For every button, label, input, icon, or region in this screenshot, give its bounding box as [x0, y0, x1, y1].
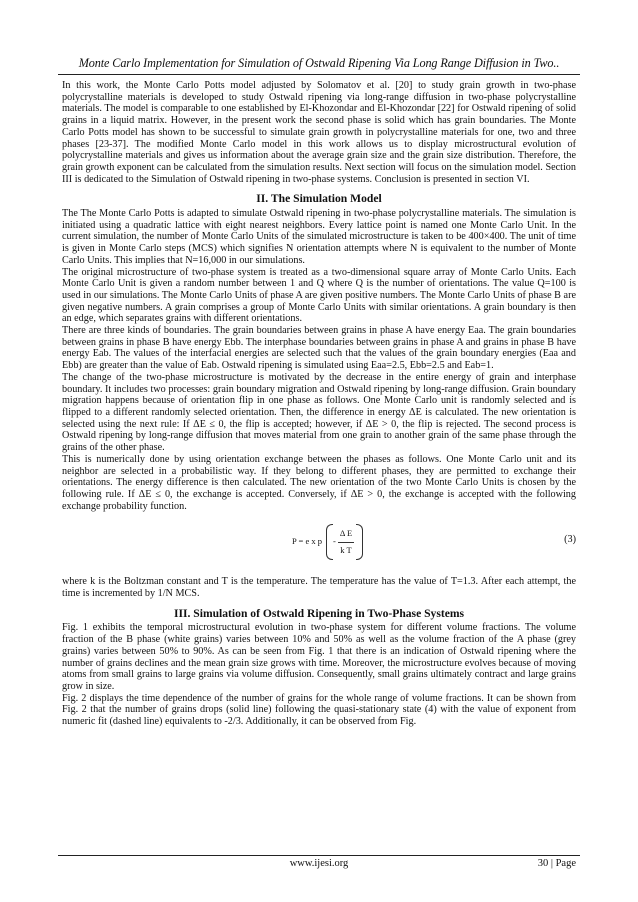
paragraph: The change of the two-phase microstructure is motivated by the decrease in the entire energy of grain and interphase boundary. It includes two processes: grain boundary migration and Ostwald ripening by long-range diffusion. Grain boundary migration happens because of orientation flip in one phase as follows. One Monte Carlo unit is randomly selected and is flipped to a different randomly selected orientation. Then, the difference in energy ΔE is calculated. The new orientation is selected using the next rule: If ΔE ≤ 0, the flip is accepted; however, if ΔE > 0, the flip is rejected. The second process is Ostwald ripening by long-range diffusion that moves material from one grain to another grain of the same phase through the grains of the other phase. [62, 371, 576, 454]
intro-paragraph: In this work, the Monte Carlo Potts model adjusted by Solomatov et al. [20] to study grain growth in two-phase polycrystalline materials is developed to study Ostwald ripening via long-range diffusion in two-phase polycrystalline materials. The model is comparable to one established by El-Khozondar and El-Khozondar [22] for Ostwald ripening of solid grains in a liquid matrix. However, in the present work the second phase is solid which has grain boundaries. The Monte Carlo Potts model has shown to be successful to simulate grain growth in polycrystalline materials for one, two and three phases [23-37]. The modified Monte Carlo model in this work allows us to display microstructural evolution of polycrystalline materials and gives us information about the average grain size and the grain size distribution. Therefore, the grain growth exponent can be calculated from the simulation results. Next section will focus on the simulation model. Section III is dedicated to the Simulation of Ostwald ripening in two-phase systems. Conclusion is presented in section VI. [62, 80, 576, 185]
equation-denominator: k T [340, 544, 352, 555]
footer-rule [58, 855, 580, 856]
equation-fraction [338, 528, 354, 556]
equation-numerator: Δ E [338, 528, 354, 543]
footer-page-number: 30 | Page [537, 858, 576, 869]
footer-website: www.ijesi.org [289, 858, 349, 869]
paragraph: Fig. 2 displays the time dependence of the number of grains for the whole range of volume fractions. It can be shown from Fig. 2 that the number of grains drops (solid line) following the quasi-stationary state (4) with the value of exponent from numeric fit (dashed line) equivalents to -2/3. Additionally, it can be observed from Fig. [62, 692, 576, 728]
section-heading-ostwald-ripening: III. Simulation of Ostwald Ripening in Two-Phase Systems [173, 606, 465, 620]
paragraph: This is numerically done by using orientation exchange between the phases as follows. One Monte Carlo unit and its neighbor are selected in a probabilistic way. If they belong to different phases, they are permitted to exchange their orientations. The energy difference is then calculated. The new orientation of the two Monte Carlo Units is chosen by the following rule. If ΔE ≤ 0, the exchange is accepted. Conversely, if ΔE > 0, the exchange is accepted with the following exchange probability function. [62, 453, 576, 512]
right-bracket [356, 524, 363, 560]
paragraph: The The Monte Carlo Potts is adapted to simulate Ostwald ripening in two-phase polycrystalline materials. The simulation is initiated using a quadratic lattice with eight nearest neighbors. Every lattice point is named one Monte Carlo Unit. In the current simulation, the number of Monte Carlo Units of the simulated microstructure is taken to be 400×400. The unit of time is given in Monte Carlo steps (MCS) which signifies N orientation attempts where N is equivalent to the number of Monte Carlo Units. This implies that N=16,000 in our simulations. [62, 208, 576, 266]
equation-number: (3) [564, 534, 576, 546]
article-body [62, 80, 576, 728]
header-rule [58, 74, 580, 75]
paragraph: There are three kinds of boundaries. The grain boundaries between grains in phase A have energy Eaa. The grain boundaries between grains in phase B have energy Ebb. The interphase boundaries between grains in phase A and grains in phase B have energy Eab. The values of the interfacial energies are selected such that the values of the grain boundary energies (Eaa and Ebb) are greater than the value of Eab. Ostwald ripening is simulated using Eaa=2.5, Ebb=2.5 and Eab=1. [62, 325, 576, 372]
left-bracket [326, 524, 333, 560]
running-header: Monte Carlo Implementation for Simulation of Ostwald Ripening Via Long Range Diffusion in Two.. [78, 56, 560, 70]
paragraph: Fig. 1 exhibits the temporal microstructural evolution in two-phase system for different volume fractions. The volume fraction of the B phase (white grains) varies between 10% and 50% as well as the volume fraction of the A phase (grey grains) varies between 50% to 90%. As can be seen from Fig. 1 that there is an indication of Ostwald ripening where the number of grains declines and the mean grain size grows with time. Moreover, the microstructure evolves because of moving atoms from small grains to large grains via volume diffusion. Consequently, small grains ultimately contract and large grains grow in size. [62, 622, 576, 692]
equation-sign: - [332, 536, 336, 547]
equation-3 [62, 520, 576, 564]
section-heading-simulation-model: II. The Simulation Model [256, 192, 382, 206]
paragraph: The original microstructure of two-phase system is treated as a two-dimensional square array of Monte Carlo Units. Each Monte Carlo Unit is given a random number between 1 and Q where Q is the number of orientations. The value Q=100 is used in our simulations. The Monte Carlo Units of phase A are given positive numbers. The Monte Carlo Units of phase B are given negative numbers. A grain comprises a group of Monte Carlo Units with similar orientations. A grain boundary is then an edge, which separates grains with different orientations. [62, 266, 576, 325]
exchange-probability-equation [292, 524, 363, 560]
equation-lhs: P = e x p [292, 536, 322, 547]
paragraph: where k is the Boltzman constant and T is the temperature. The temperature has the value of T=1.3. After each attempt, the time is incremented by 1/N MCS. [62, 576, 576, 600]
